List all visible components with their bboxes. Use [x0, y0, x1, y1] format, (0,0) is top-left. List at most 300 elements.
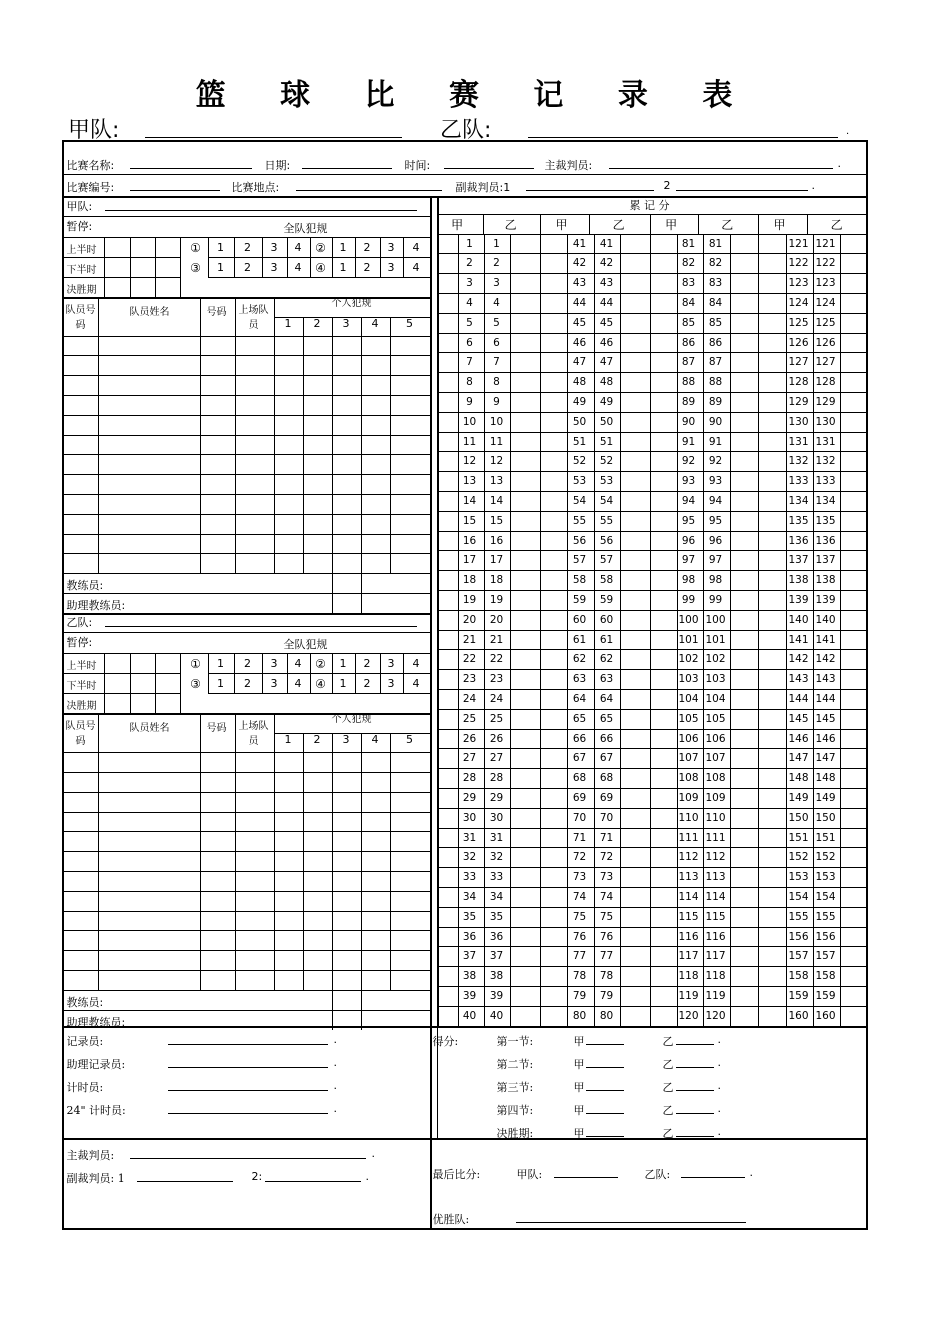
score-number[interactable]: 140 — [788, 613, 809, 626]
score-number[interactable]: 87 — [681, 356, 696, 369]
score-number[interactable]: 46 — [599, 336, 614, 349]
score-number[interactable]: 149 — [815, 791, 836, 804]
period-team-a-field[interactable] — [586, 1067, 624, 1068]
team-foul-box[interactable]: 1 — [339, 260, 347, 274]
score-number[interactable]: 62 — [572, 653, 587, 666]
score-number[interactable]: 13 — [462, 475, 477, 488]
score-number[interactable]: 100 — [705, 613, 726, 626]
score-number[interactable]: 60 — [599, 613, 614, 626]
score-number[interactable]: 126 — [815, 336, 836, 349]
score-number[interactable]: 70 — [599, 811, 614, 824]
score-number[interactable]: 52 — [572, 455, 587, 468]
score-number[interactable]: 9 — [466, 395, 473, 408]
score-number[interactable]: 31 — [489, 831, 504, 844]
score-number[interactable]: 116 — [705, 930, 726, 943]
player-row[interactable] — [64, 852, 428, 870]
score-number[interactable]: 61 — [572, 633, 587, 646]
score-number[interactable]: 71 — [572, 831, 587, 844]
player-row[interactable] — [64, 535, 428, 553]
score-number[interactable]: 2 — [466, 257, 473, 270]
team-foul-box[interactable]: 1 — [217, 260, 224, 274]
score-number[interactable]: 24 — [462, 692, 477, 705]
score-number[interactable]: 18 — [489, 574, 504, 587]
score-number[interactable]: 94 — [708, 494, 723, 507]
score-number[interactable]: 21 — [462, 633, 477, 646]
score-number[interactable]: 150 — [815, 811, 836, 824]
score-number[interactable]: 22 — [462, 653, 477, 666]
score-number[interactable]: 137 — [788, 554, 809, 567]
score-number[interactable]: 117 — [678, 950, 699, 963]
team-foul-box[interactable]: 1 — [339, 677, 347, 691]
player-row[interactable] — [64, 495, 428, 513]
score-number[interactable]: 98 — [708, 574, 723, 587]
score-number[interactable]: 50 — [599, 415, 614, 428]
score-number[interactable]: 127 — [815, 356, 836, 369]
score-number[interactable]: 74 — [572, 890, 587, 903]
score-number[interactable]: 90 — [708, 415, 723, 428]
official-field-asst-scorer[interactable] — [168, 1067, 328, 1068]
score-number[interactable]: 123 — [815, 277, 836, 290]
period-team-b-field[interactable] — [676, 1113, 714, 1114]
score-number[interactable]: 156 — [815, 930, 836, 943]
team-foul-box[interactable]: 2 — [363, 677, 371, 691]
score-number[interactable]: 84 — [681, 296, 696, 309]
player-row[interactable] — [64, 416, 428, 434]
player-row[interactable] — [64, 396, 428, 414]
score-number[interactable]: 160 — [815, 1009, 836, 1022]
team-foul-box[interactable]: 3 — [387, 657, 395, 671]
team-foul-box[interactable]: 2 — [363, 657, 371, 671]
score-number[interactable]: 153 — [788, 871, 809, 884]
score-number[interactable]: 93 — [681, 475, 696, 488]
score-number[interactable]: 101 — [678, 633, 699, 646]
score-number[interactable]: 121 — [788, 237, 809, 250]
score-number[interactable]: 13 — [489, 475, 504, 488]
score-number[interactable]: 119 — [678, 989, 699, 1002]
period-team-a-field[interactable] — [586, 1044, 624, 1045]
score-number[interactable]: 86 — [681, 336, 696, 349]
score-number[interactable]: 72 — [599, 851, 614, 864]
score-number[interactable]: 100 — [678, 613, 699, 626]
score-number[interactable]: 46 — [572, 336, 587, 349]
score-number[interactable]: 105 — [678, 712, 699, 725]
score-number[interactable]: 79 — [599, 989, 614, 1002]
deputy-referee-field-1[interactable] — [526, 190, 654, 191]
period-team-a-field[interactable] — [586, 1136, 624, 1137]
score-number[interactable]: 97 — [708, 554, 723, 567]
score-number[interactable]: 56 — [599, 534, 614, 547]
score-number[interactable]: 138 — [788, 574, 809, 587]
official-field-timer[interactable] — [168, 1090, 328, 1091]
score-number[interactable]: 39 — [462, 989, 477, 1002]
team-foul-box[interactable]: 2 — [363, 260, 371, 274]
score-number[interactable]: 151 — [788, 831, 809, 844]
score-number[interactable]: 99 — [681, 593, 696, 606]
time-field[interactable] — [444, 168, 534, 169]
score-number[interactable]: 82 — [708, 257, 723, 270]
score-number[interactable]: 53 — [599, 475, 614, 488]
score-number[interactable]: 68 — [572, 772, 587, 785]
score-number[interactable]: 2 — [493, 257, 500, 270]
score-number[interactable]: 87 — [708, 356, 723, 369]
score-number[interactable]: 66 — [599, 732, 614, 745]
score-number[interactable]: 14 — [489, 494, 504, 507]
score-number[interactable]: 32 — [462, 851, 477, 864]
team-a-name-field[interactable] — [145, 113, 402, 138]
team-name-field[interactable] — [105, 626, 417, 627]
score-number[interactable]: 129 — [788, 395, 809, 408]
score-number[interactable]: 33 — [462, 871, 477, 884]
player-row[interactable] — [64, 793, 428, 811]
score-number[interactable]: 91 — [681, 435, 696, 448]
score-number[interactable]: 6 — [493, 336, 500, 349]
score-number[interactable]: 32 — [489, 851, 504, 864]
score-number[interactable]: 154 — [815, 890, 836, 903]
score-number[interactable]: 84 — [708, 296, 723, 309]
score-number[interactable]: 19 — [489, 593, 504, 606]
team-foul-box[interactable]: 1 — [339, 657, 347, 671]
score-number[interactable]: 5 — [493, 316, 500, 329]
score-number[interactable]: 107 — [678, 752, 699, 765]
score-number[interactable]: 142 — [815, 653, 836, 666]
score-number[interactable]: 134 — [815, 494, 836, 507]
team-foul-box[interactable]: 3 — [270, 240, 278, 254]
score-number[interactable]: 153 — [815, 871, 836, 884]
period-team-a-field[interactable] — [586, 1113, 624, 1114]
score-number[interactable]: 51 — [572, 435, 587, 448]
score-number[interactable]: 140 — [815, 613, 836, 626]
score-number[interactable]: 76 — [599, 930, 614, 943]
score-number[interactable]: 56 — [572, 534, 587, 547]
score-number[interactable]: 29 — [462, 791, 477, 804]
score-number[interactable]: 139 — [815, 593, 836, 606]
score-number[interactable]: 40 — [462, 1009, 477, 1022]
score-number[interactable]: 74 — [599, 890, 614, 903]
score-number[interactable]: 30 — [462, 811, 477, 824]
score-number[interactable]: 89 — [681, 395, 696, 408]
team-foul-box[interactable]: 4 — [294, 657, 302, 671]
score-number[interactable]: 98 — [681, 574, 696, 587]
score-number[interactable]: 79 — [572, 989, 587, 1002]
team-foul-box[interactable]: 2 — [244, 657, 251, 671]
score-number[interactable]: 121 — [815, 237, 836, 250]
score-number[interactable]: 145 — [815, 712, 836, 725]
score-number[interactable]: 103 — [678, 673, 699, 686]
score-number[interactable]: 55 — [572, 514, 587, 527]
score-number[interactable]: 113 — [705, 871, 726, 884]
player-row[interactable] — [64, 356, 428, 374]
score-number[interactable]: 143 — [815, 673, 836, 686]
score-number[interactable]: 159 — [815, 989, 836, 1002]
score-number[interactable]: 90 — [681, 415, 696, 428]
score-number[interactable]: 128 — [788, 376, 809, 389]
player-row[interactable] — [64, 515, 428, 533]
chief-referee-field[interactable] — [609, 168, 833, 169]
score-number[interactable]: 147 — [815, 752, 836, 765]
score-number[interactable]: 148 — [788, 772, 809, 785]
score-number[interactable]: 53 — [572, 475, 587, 488]
score-number[interactable]: 4 — [493, 296, 500, 309]
score-number[interactable]: 33 — [489, 871, 504, 884]
score-number[interactable]: 152 — [788, 851, 809, 864]
score-number[interactable]: 106 — [705, 732, 726, 745]
score-number[interactable]: 52 — [599, 455, 614, 468]
score-number[interactable]: 36 — [462, 930, 477, 943]
score-number[interactable]: 35 — [489, 910, 504, 923]
score-number[interactable]: 10 — [489, 415, 504, 428]
score-number[interactable]: 149 — [788, 791, 809, 804]
score-number[interactable]: 59 — [572, 593, 587, 606]
score-number[interactable]: 34 — [462, 890, 477, 903]
score-number[interactable]: 88 — [681, 376, 696, 389]
score-number[interactable]: 94 — [681, 494, 696, 507]
score-number[interactable]: 15 — [462, 514, 477, 527]
score-number[interactable]: 150 — [788, 811, 809, 824]
team-foul-box[interactable]: 4 — [412, 657, 420, 671]
score-number[interactable]: 133 — [788, 475, 809, 488]
score-number[interactable]: 28 — [462, 772, 477, 785]
score-number[interactable]: 25 — [462, 712, 477, 725]
team-foul-box[interactable]: 2 — [244, 677, 251, 691]
score-number[interactable]: 81 — [708, 237, 723, 250]
period-team-b-field[interactable] — [676, 1044, 714, 1045]
score-number[interactable]: 129 — [815, 395, 836, 408]
score-number[interactable]: 81 — [681, 237, 696, 250]
score-number[interactable]: 36 — [489, 930, 504, 943]
score-number[interactable]: 37 — [489, 950, 504, 963]
score-number[interactable]: 47 — [599, 356, 614, 369]
score-number[interactable]: 97 — [681, 554, 696, 567]
score-number[interactable]: 23 — [462, 673, 477, 686]
score-number[interactable]: 39 — [489, 989, 504, 1002]
score-number[interactable]: 11 — [462, 435, 477, 448]
score-number[interactable]: 38 — [462, 970, 477, 983]
score-number[interactable]: 63 — [599, 673, 614, 686]
team-foul-box[interactable]: 4 — [294, 677, 302, 691]
team-foul-box[interactable]: 3 — [387, 240, 395, 254]
score-number[interactable]: 124 — [815, 296, 836, 309]
score-number[interactable]: 44 — [572, 296, 587, 309]
score-number[interactable]: 130 — [815, 415, 836, 428]
player-row[interactable] — [64, 872, 428, 890]
score-number[interactable]: 125 — [815, 316, 836, 329]
score-number[interactable]: 73 — [572, 871, 587, 884]
score-number[interactable]: 65 — [599, 712, 614, 725]
score-number[interactable]: 62 — [599, 653, 614, 666]
player-row[interactable] — [64, 436, 428, 454]
score-number[interactable]: 61 — [599, 633, 614, 646]
score-number[interactable]: 109 — [678, 791, 699, 804]
score-number[interactable]: 102 — [705, 653, 726, 666]
score-number[interactable]: 110 — [705, 811, 726, 824]
score-number[interactable]: 111 — [678, 831, 699, 844]
score-number[interactable]: 18 — [462, 574, 477, 587]
score-number[interactable]: 126 — [788, 336, 809, 349]
score-number[interactable]: 146 — [788, 732, 809, 745]
team-foul-box[interactable]: 2 — [244, 260, 251, 274]
score-number[interactable]: 138 — [815, 574, 836, 587]
score-number[interactable]: 21 — [489, 633, 504, 646]
score-number[interactable]: 57 — [572, 554, 587, 567]
score-number[interactable]: 66 — [572, 732, 587, 745]
score-number[interactable]: 115 — [705, 910, 726, 923]
score-number[interactable]: 148 — [815, 772, 836, 785]
player-row[interactable] — [64, 971, 428, 989]
score-number[interactable]: 64 — [572, 692, 587, 705]
team-foul-box[interactable]: 3 — [270, 657, 278, 671]
final-b-field[interactable] — [681, 1177, 745, 1178]
score-number[interactable]: 22 — [489, 653, 504, 666]
score-number[interactable]: 125 — [788, 316, 809, 329]
score-number[interactable]: 1 — [493, 237, 500, 250]
team-foul-box[interactable]: 2 — [244, 240, 251, 254]
score-number[interactable]: 111 — [705, 831, 726, 844]
score-number[interactable]: 113 — [678, 871, 699, 884]
score-number[interactable]: 41 — [572, 237, 587, 250]
period-team-b-field[interactable] — [676, 1067, 714, 1068]
score-number[interactable]: 8 — [493, 376, 500, 389]
score-number[interactable]: 120 — [678, 1009, 699, 1022]
score-number[interactable]: 43 — [599, 277, 614, 290]
score-number[interactable]: 42 — [572, 257, 587, 270]
score-number[interactable]: 58 — [572, 574, 587, 587]
score-number[interactable]: 155 — [815, 910, 836, 923]
score-number[interactable]: 114 — [678, 890, 699, 903]
score-number[interactable]: 141 — [788, 633, 809, 646]
score-number[interactable]: 28 — [489, 772, 504, 785]
score-number[interactable]: 102 — [678, 653, 699, 666]
score-number[interactable]: 123 — [788, 277, 809, 290]
score-number[interactable]: 78 — [572, 970, 587, 983]
score-number[interactable]: 115 — [678, 910, 699, 923]
score-number[interactable]: 58 — [599, 574, 614, 587]
score-number[interactable]: 64 — [599, 692, 614, 705]
score-number[interactable]: 135 — [815, 514, 836, 527]
final-a-field[interactable] — [554, 1177, 618, 1178]
score-number[interactable]: 35 — [462, 910, 477, 923]
score-number[interactable]: 112 — [678, 851, 699, 864]
sig-deputy-field-1[interactable] — [137, 1181, 233, 1182]
team-foul-box[interactable]: 3 — [387, 677, 395, 691]
score-number[interactable]: 158 — [815, 970, 836, 983]
score-number[interactable]: 54 — [599, 494, 614, 507]
score-number[interactable]: 107 — [705, 752, 726, 765]
score-number[interactable]: 10 — [462, 415, 477, 428]
score-number[interactable]: 101 — [705, 633, 726, 646]
score-number[interactable]: 47 — [572, 356, 587, 369]
score-number[interactable]: 42 — [599, 257, 614, 270]
score-number[interactable]: 3 — [493, 277, 500, 290]
score-number[interactable]: 12 — [489, 455, 504, 468]
score-number[interactable]: 48 — [599, 376, 614, 389]
player-row[interactable] — [64, 455, 428, 473]
score-number[interactable]: 73 — [599, 871, 614, 884]
score-number[interactable]: 103 — [705, 673, 726, 686]
score-number[interactable]: 7 — [493, 356, 500, 369]
player-row[interactable] — [64, 892, 428, 910]
score-number[interactable]: 23 — [489, 673, 504, 686]
score-number[interactable]: 146 — [815, 732, 836, 745]
score-number[interactable]: 89 — [708, 395, 723, 408]
score-number[interactable]: 142 — [788, 653, 809, 666]
score-number[interactable]: 49 — [599, 395, 614, 408]
score-number[interactable]: 51 — [599, 435, 614, 448]
score-number[interactable]: 132 — [788, 455, 809, 468]
score-number[interactable]: 156 — [788, 930, 809, 943]
score-number[interactable]: 110 — [678, 811, 699, 824]
score-number[interactable]: 50 — [572, 415, 587, 428]
team-foul-box[interactable]: 1 — [217, 677, 224, 691]
score-number[interactable]: 157 — [788, 950, 809, 963]
score-number[interactable]: 136 — [815, 534, 836, 547]
score-number[interactable]: 26 — [462, 732, 477, 745]
score-number[interactable]: 72 — [572, 851, 587, 864]
score-number[interactable]: 44 — [599, 296, 614, 309]
score-number[interactable]: 17 — [489, 554, 504, 567]
score-number[interactable]: 124 — [788, 296, 809, 309]
deputy-referee-field-2[interactable] — [676, 190, 808, 191]
score-number[interactable]: 8 — [466, 376, 473, 389]
score-number[interactable]: 95 — [681, 514, 696, 527]
team-foul-box[interactable]: 4 — [412, 260, 420, 274]
score-number[interactable]: 96 — [708, 534, 723, 547]
score-number[interactable]: 20 — [489, 613, 504, 626]
score-number[interactable]: 99 — [708, 593, 723, 606]
score-number[interactable]: 27 — [489, 752, 504, 765]
score-number[interactable]: 139 — [788, 593, 809, 606]
player-row[interactable] — [64, 931, 428, 949]
score-number[interactable]: 104 — [678, 692, 699, 705]
sig-deputy-field-2[interactable] — [265, 1181, 361, 1182]
score-number[interactable]: 57 — [599, 554, 614, 567]
official-field-shot-clock[interactable] — [168, 1113, 328, 1114]
score-number[interactable]: 92 — [708, 455, 723, 468]
score-number[interactable]: 144 — [788, 692, 809, 705]
score-number[interactable]: 132 — [815, 455, 836, 468]
score-number[interactable]: 143 — [788, 673, 809, 686]
score-number[interactable]: 16 — [489, 534, 504, 547]
score-number[interactable]: 118 — [678, 970, 699, 983]
player-row[interactable] — [64, 951, 428, 969]
score-number[interactable]: 71 — [599, 831, 614, 844]
score-number[interactable]: 14 — [462, 494, 477, 507]
score-number[interactable]: 155 — [788, 910, 809, 923]
score-number[interactable]: 82 — [681, 257, 696, 270]
score-number[interactable]: 122 — [815, 257, 836, 270]
team-foul-box[interactable]: 4 — [412, 677, 420, 691]
score-number[interactable]: 154 — [788, 890, 809, 903]
score-number[interactable]: 63 — [572, 673, 587, 686]
score-number[interactable]: 93 — [708, 475, 723, 488]
winner-field[interactable] — [516, 1222, 746, 1223]
score-number[interactable]: 131 — [815, 435, 836, 448]
score-number[interactable]: 1 — [466, 237, 473, 250]
player-row[interactable] — [64, 337, 428, 355]
score-number[interactable]: 118 — [705, 970, 726, 983]
score-number[interactable]: 45 — [572, 316, 587, 329]
date-field[interactable] — [302, 168, 392, 169]
score-number[interactable]: 75 — [599, 910, 614, 923]
score-number[interactable]: 27 — [462, 752, 477, 765]
score-number[interactable]: 96 — [681, 534, 696, 547]
score-number[interactable]: 128 — [815, 376, 836, 389]
period-team-b-field[interactable] — [676, 1090, 714, 1091]
score-number[interactable]: 92 — [681, 455, 696, 468]
score-number[interactable]: 159 — [788, 989, 809, 1002]
score-number[interactable]: 34 — [489, 890, 504, 903]
score-number[interactable]: 11 — [489, 435, 504, 448]
team-foul-box[interactable]: 4 — [294, 260, 302, 274]
